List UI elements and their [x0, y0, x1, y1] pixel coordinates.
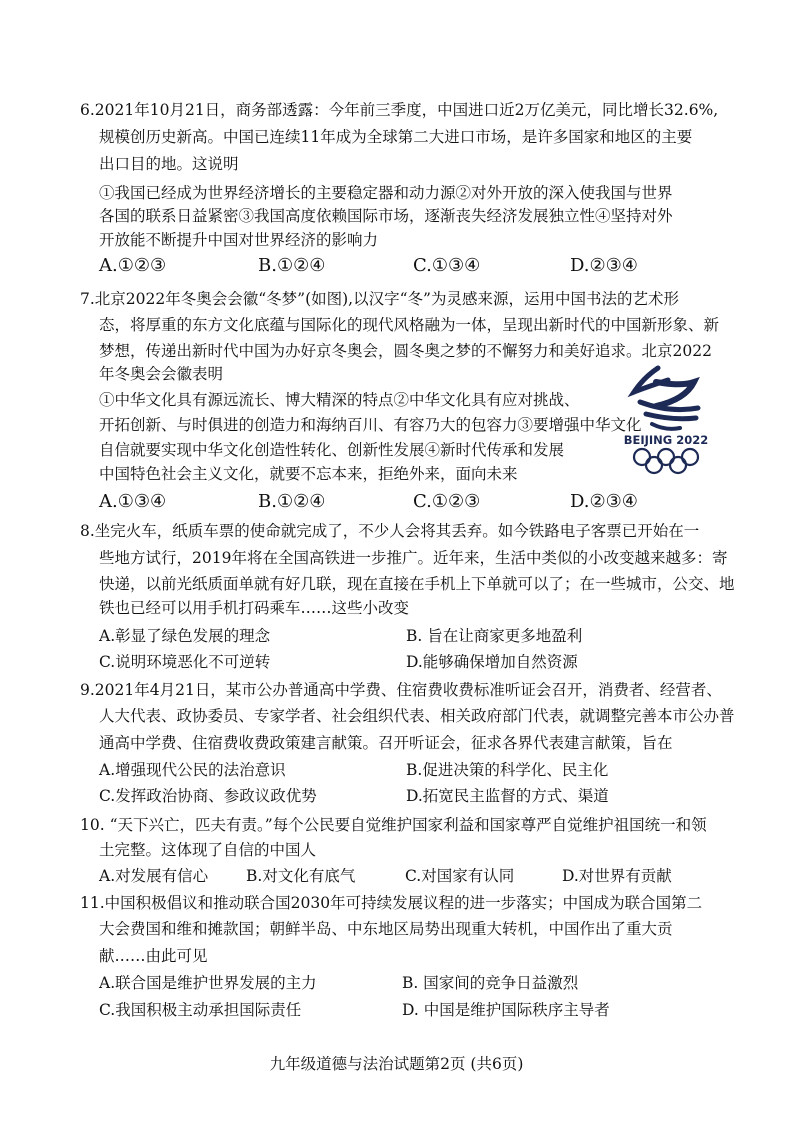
- q6-stem-line-1: 6.2021年10月21日，商务部透露：今年前三季度，中国进口近2万亿美元，同比增长32.6%,: [80, 101, 719, 119]
- q11-option-a[interactable]: A.联合国是维护世界发展的主力: [99, 974, 317, 992]
- q10-option-a[interactable]: A.对发展有信心: [99, 867, 209, 885]
- q11-option-d[interactable]: D. 中国是维护国际秩序主导者: [402, 1001, 610, 1019]
- q6-statement-line-3: 开放能不断提升中国对世界经济的影响力: [99, 231, 379, 249]
- q6-stem-line-2: 规模创历史新高。中国已连续11年成为全球第二大进口市场，是许多国家和地区的主要: [99, 128, 693, 146]
- q7-stem-line-2: 态，将厚重的东方文化底蕴与国际化的现代风格融为一体，呈现出新时代的中国新形象、新: [99, 316, 720, 334]
- q8-stem-line-1: 8.坐完火车，纸质车票的使命就完成了，不少人会将其丢弃。如今铁路电子客票已开始在一: [80, 522, 700, 540]
- q7-stem-line-1: 7.北京2022年冬奥会会徽“冬梦”(如图),以汉字“冬”为灵感来源，运用中国书法的艺术形: [80, 290, 679, 308]
- q9-option-c[interactable]: C.发挥政治协商、参政议政优势: [99, 787, 317, 805]
- q9-option-b[interactable]: B.促进决策的科学化、民主化: [406, 761, 609, 779]
- q9-option-d[interactable]: D.拓宽民主监督的方式、渠道: [406, 787, 609, 805]
- q11-stem-line-3: 献……由此可见: [99, 947, 208, 965]
- q9-stem-line-1: 9.2021年4月21日，某市公办普通高中学费、住宿费收费标准听证会召开，消费者、经营者、: [80, 681, 722, 699]
- q8-option-a[interactable]: A.彰显了绿色发展的理念: [99, 627, 271, 645]
- q8-stem-line-3: 快递，以前光纸质面单就有好几联，现在直接在手机上下单就可以了；在一些城市，公交、地: [99, 575, 735, 593]
- q10-stem-line-2: 土完整。这体现了自信的中国人: [99, 841, 317, 859]
- q7-option-a[interactable]: A.①③④: [99, 491, 167, 512]
- beijing-2022-emblem: [616, 362, 716, 477]
- q8-stem-line-4: 铁也已经可以用手机打码乘车……这些小改变: [99, 599, 410, 617]
- q6-statement-line-2: 各国的联系日益紧密③我国高度依赖国际市场，逐渐丧失经济发展独立性④坚持对外: [99, 207, 673, 225]
- q11-stem-line-2: 大会费国和维和摊款国；朝鲜半岛、中东地区局势出现重大转机，中国作出了重大贡: [99, 920, 673, 938]
- q6-option-d[interactable]: D.②③④: [570, 255, 638, 276]
- q7-statement-line-2: 开拓创新、与时俱进的创造力和海纳百川、有容乃大的包容力③要增强中华文化: [99, 416, 642, 434]
- q7-stem-line-3: 梦想，传递出新时代中国为办好京冬奥会，圆冬奥之梦的不懈努力和美好追求。北京2022: [99, 342, 712, 360]
- page-footer: 九年级道德与法治试题第2页 (共6页): [269, 1055, 524, 1073]
- q7-option-d[interactable]: D.②③④: [570, 491, 638, 512]
- q10-stem-line-1: 10. “天下兴亡，匹夫有责。”每个公民要自觉维护国家利益和国家尊严自觉维护祖国统一和领: [80, 816, 707, 834]
- q7-stem-line-4: 年冬奥会会徽表明: [99, 365, 224, 383]
- q7-statement-line-1: ①中华文化具有源远流长、博大精深的特点②中华文化具有应对挑战、: [99, 391, 580, 409]
- q8-option-c[interactable]: C.说明环境恶化不可逆转: [99, 653, 271, 671]
- q10-option-b[interactable]: B.对文化有底气: [246, 867, 356, 885]
- q6-stem-line-3: 出口目的地。这说明: [99, 155, 239, 173]
- q7-statement-line-3: 自信就要实现中华文化创造性转化、创新性发展④新时代传承和发展: [99, 441, 565, 459]
- q8-option-b[interactable]: B. 旨在让商家更多地盈利: [406, 627, 583, 645]
- q11-option-b[interactable]: B. 国家间的竞争日益激烈: [402, 974, 579, 992]
- winter-olympics-emblem-icon: [616, 362, 716, 477]
- q11-stem-line-1: 11.中国积极倡议和推动联合国2030年可持续发展议程的进一步落实；中国成为联合国第二: [80, 894, 703, 912]
- q7-option-c[interactable]: C.①②③: [413, 491, 481, 512]
- q6-option-a[interactable]: A.①②③: [99, 255, 167, 276]
- q6-option-c[interactable]: C.①③④: [413, 255, 481, 276]
- q9-stem-line-3: 通高中学费、住宿费收费政策建言献策。召开听证会，征求各界代表建言献策，旨在: [99, 734, 673, 752]
- q10-option-c[interactable]: C.对国家有认同: [405, 867, 515, 885]
- emblem-text: BEIJING 2022: [623, 433, 709, 447]
- q11-option-c[interactable]: C.我国积极主动承担国际责任: [99, 1001, 302, 1019]
- q7-option-b[interactable]: B.①②④: [258, 491, 326, 512]
- q9-option-a[interactable]: A.增强现代公民的法治意识: [99, 761, 286, 779]
- q7-statement-line-4: 中国特色社会主义文化，就要不忘本来，拒绝外来，面向未来: [99, 465, 518, 483]
- q10-option-d[interactable]: D.对世界有贡献: [562, 867, 672, 885]
- q6-statement-line-1: ①我国已经成为世界经济增长的主要稳定器和动力源②对外开放的深入使我国与世界: [99, 184, 673, 202]
- q6-option-b[interactable]: B.①②④: [258, 255, 326, 276]
- q8-option-d[interactable]: D.能够确保增加自然资源: [406, 653, 578, 671]
- q8-stem-line-2: 些地方试行，2019年将在全国高铁进一步推广。近年来，生活中类似的小改变越来越多：寄: [99, 549, 728, 567]
- q9-stem-line-2: 人大代表、政协委员、专家学者、社会组织代表、相关政府部门代表，就调整完善本市公办普: [99, 707, 735, 725]
